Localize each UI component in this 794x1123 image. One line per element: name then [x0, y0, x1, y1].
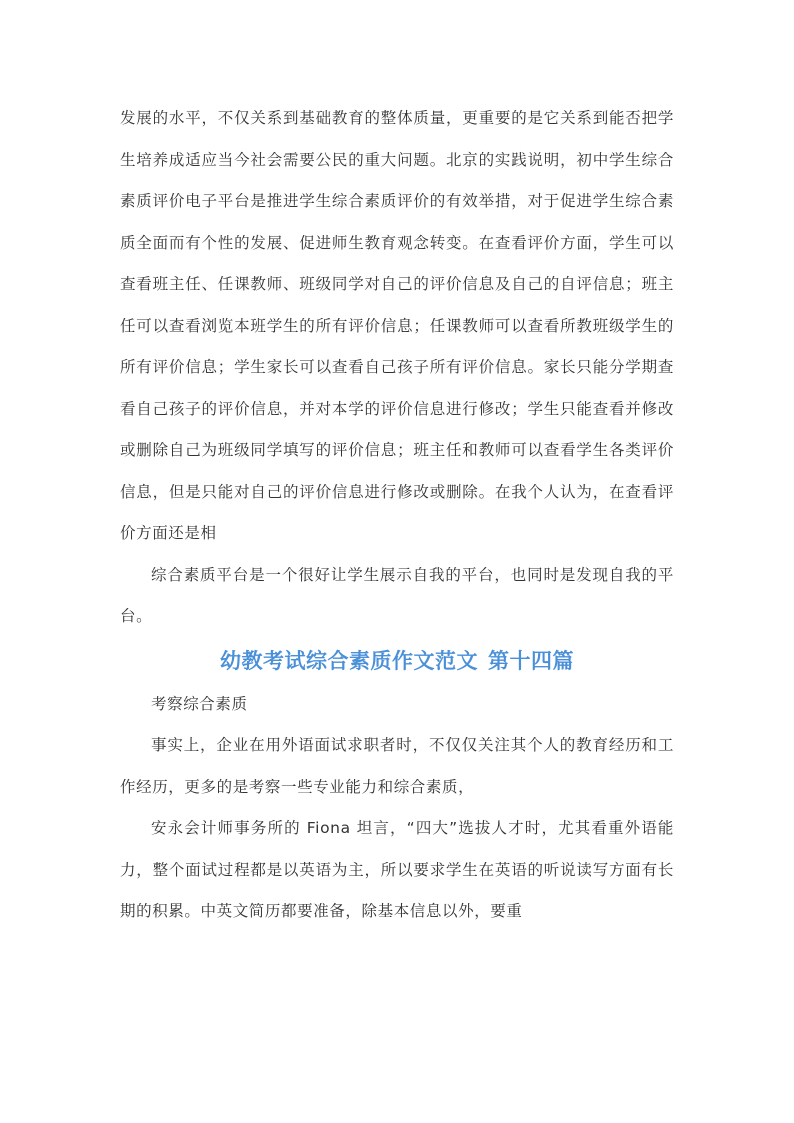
section-heading	[120, 638, 674, 684]
body-paragraph-2: 综合素质平台是一个很好让学生展示自我的平台，也同时是发现自我的平台。	[120, 565, 674, 625]
section-heading-title: 幼教考试综合素质作文范文	[220, 648, 478, 673]
section-heading-number: 第十四篇	[488, 648, 574, 673]
body-paragraph-3: 考察综合素质	[151, 694, 248, 713]
document-body	[120, 98, 674, 933]
body-paragraph-5: 安永会计师事务所的 Fiona 坦言，“四大”选拔人才时，尤其看重外语能力，整个面试过程都是以英语为主，所以要求学生在英语的听说读写方面有长期的积累。中英文简历都要准备，除基本信息以外，要重	[120, 819, 674, 920]
body-paragraph-4: 事实上，企业在用外语面试求职者时，不仅仅关注其个人的教育经历和工作经历，更多的是考察一些专业能力和综合素质，	[120, 736, 674, 796]
body-paragraph-1: 发展的水平，不仅关系到基础教育的整体质量，更重要的是它关系到能否把学生培养成适应当今社会需要公民的重大问题。北京的实践说明，初中学生综合素质评价电子平台是推进学生综合素质评价的有效举措，对于促进学生综合素质全面而有个性的发展、促进师生教育观念转变。在查看评价方面，学生可以查看班主任、任课教师、班级同学对自己的评价信息及自己的自评信息；班主任可以查看浏览本班学生的所有评价信息；任课教师可以查看所教班级学生的所有评价信息；学生家长可以查看自己孩子所有评价信息。家长只能分学期查看自己孩子的评价信息，并对本学的评价信息进行修改；学生只能查看并修改或删除自己为班级同学填写的评价信息；班主任和教师可以查看学生各类评价信息，但是只能对自己的评价信息进行修改或删除。在我个人认为，在查看评价方面还是相	[120, 109, 674, 542]
